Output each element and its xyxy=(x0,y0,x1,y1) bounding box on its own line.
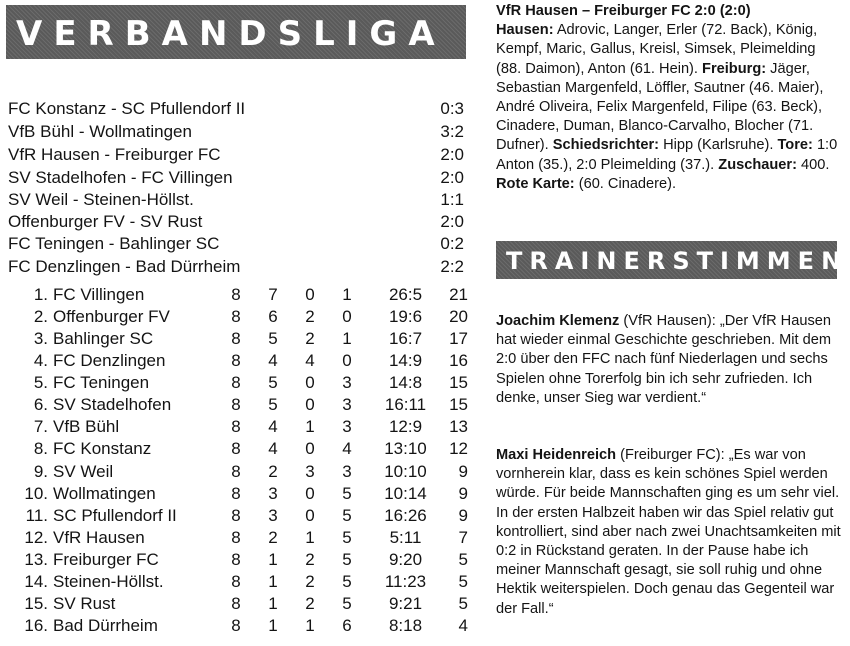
referee-label: Schiedsrichter: xyxy=(552,137,660,154)
standings-rank: 14. xyxy=(24,572,48,591)
standings-rank: 10. xyxy=(24,484,48,503)
trainer-quotes-title: TRAINERSTIMMEN xyxy=(506,247,849,275)
result-row xyxy=(8,189,468,211)
standings-rank: 12. xyxy=(24,528,48,547)
standings-won: 1 xyxy=(268,572,278,591)
standings-lost: 1 xyxy=(342,285,352,304)
standings-row xyxy=(8,438,468,460)
standings-won: 1 xyxy=(268,550,278,569)
result-row xyxy=(8,256,468,278)
standings-drawn: 3 xyxy=(305,462,315,481)
standings-lost: 3 xyxy=(342,395,352,414)
result-row xyxy=(8,167,468,189)
standings-won: 6 xyxy=(268,307,278,326)
standings-points: 9 xyxy=(458,484,468,503)
standings-rank: 16. xyxy=(24,616,48,635)
standings-rank: 15. xyxy=(24,594,48,613)
standings-points: 20 xyxy=(449,307,468,326)
standings-goals: 16:7 xyxy=(388,329,423,348)
freiburg-label: Freiburg: xyxy=(702,60,767,77)
standings-played: 8 xyxy=(231,550,241,569)
standings-row xyxy=(8,505,468,527)
quote-speaker: Maxi Heidenreich xyxy=(496,447,617,463)
standings-row xyxy=(8,416,468,438)
standings-row xyxy=(8,306,468,328)
standings-played: 8 xyxy=(231,528,241,547)
standings-row xyxy=(8,615,468,637)
result-row xyxy=(8,98,468,120)
standings-won: 4 xyxy=(268,439,278,458)
standings-rank: 7. xyxy=(33,417,48,436)
standings-goals: 5:11 xyxy=(389,528,422,547)
hausen-lineup: Adrovic, Langer, Erler (72. Back), König, Kempf, Maric, Gallus, Kreisl, Simsek, Pleimelding (88. Daimon), Anton (61. Hein). xyxy=(496,22,818,77)
standings-points: 12 xyxy=(449,439,468,458)
standings-goals: 14:8 xyxy=(388,373,423,392)
standings-drawn: 1 xyxy=(305,528,315,547)
standings-points: 15 xyxy=(449,395,468,414)
standings-points: 5 xyxy=(458,594,468,613)
result-match: FC Teningen - Bahlinger SC xyxy=(8,234,220,253)
standings-lost: 4 xyxy=(342,439,352,458)
standings-lost: 5 xyxy=(342,506,352,525)
standings-lost: 1 xyxy=(342,329,352,348)
referee: Hipp (Karlsruhe). xyxy=(663,137,774,154)
standings-row xyxy=(8,593,468,615)
standings-team: FC Konstanz xyxy=(53,439,152,458)
hausen-label: Hausen: xyxy=(496,22,554,39)
standings-goals: 19:6 xyxy=(388,307,423,326)
standings-drawn: 1 xyxy=(305,616,315,635)
standings-rank: 5. xyxy=(33,373,48,392)
standings-drawn: 0 xyxy=(305,439,315,458)
standings-played: 8 xyxy=(231,462,241,481)
standings-goals: 16:11 xyxy=(384,395,427,414)
result-score: 0:3 xyxy=(440,99,464,118)
standings-team: Bad Dürrheim xyxy=(53,616,158,635)
result-score: 2:0 xyxy=(440,212,464,231)
standings-won: 4 xyxy=(268,351,278,370)
standings-won: 5 xyxy=(268,395,278,414)
standings-row xyxy=(8,350,468,372)
standings-lost: 0 xyxy=(342,307,352,326)
standings-drawn: 2 xyxy=(305,594,315,613)
standings-drawn: 0 xyxy=(305,484,315,503)
standings-won: 3 xyxy=(268,484,278,503)
result-match: SV Stadelhofen - FC Villingen xyxy=(8,168,233,187)
standings-rank: 2. xyxy=(33,307,48,326)
result-row xyxy=(8,121,468,143)
standings-row xyxy=(8,527,468,549)
standings-team: FC Teningen xyxy=(53,373,150,392)
standings-played: 8 xyxy=(231,351,241,370)
standings-team: Bahlinger SC xyxy=(53,329,154,348)
standings-lost: 5 xyxy=(342,484,352,503)
standings-drawn: 2 xyxy=(305,550,315,569)
standings-played: 8 xyxy=(231,506,241,525)
standings-team: Freiburger FC xyxy=(53,550,159,569)
standings-drawn: 0 xyxy=(305,395,315,414)
standings-drawn: 0 xyxy=(305,506,315,525)
standings-row xyxy=(8,394,468,416)
standings-row xyxy=(8,461,468,483)
standings-played: 8 xyxy=(231,594,241,613)
result-score: 3:2 xyxy=(440,122,464,141)
standings-goals: 9:21 xyxy=(388,594,423,613)
standings-rank: 4. xyxy=(33,351,48,370)
standings-won: 7 xyxy=(268,285,278,304)
result-row xyxy=(8,211,468,233)
standings-lost: 5 xyxy=(342,594,352,613)
standings-goals: 11:23 xyxy=(384,572,427,591)
result-match: VfB Bühl - Wollmatingen xyxy=(8,122,192,141)
standings-points: 13 xyxy=(449,417,468,436)
result-score: 0:2 xyxy=(440,234,464,253)
standings-drawn: 4 xyxy=(305,351,315,370)
standings-rank: 1. xyxy=(33,285,48,304)
standings-row xyxy=(8,284,468,306)
quote-club: (VfR Hausen): xyxy=(623,313,716,329)
quote-speaker: Joachim Klemenz xyxy=(496,313,620,329)
standings-rank: 8. xyxy=(33,439,48,458)
standings-team: Offenburger FV xyxy=(53,307,170,326)
standings-lost: 5 xyxy=(342,528,352,547)
quote-club: (Freiburger FC): xyxy=(620,447,725,463)
standings-won: 5 xyxy=(268,373,278,392)
standings-goals: 8:18 xyxy=(388,616,423,635)
standings-team: Steinen-Höllst. xyxy=(53,572,164,591)
standings-goals: 16:26 xyxy=(384,506,427,525)
standings-played: 8 xyxy=(231,572,241,591)
standings-drawn: 2 xyxy=(305,572,315,591)
standings-points: 7 xyxy=(458,528,468,547)
standings-lost: 0 xyxy=(342,351,352,370)
result-match: FC Konstanz - SC Pfullendorf II xyxy=(8,99,246,118)
standings-team: VfB Bühl xyxy=(53,417,120,436)
red-card: (60. Cinadere). xyxy=(578,175,677,192)
result-match: VfR Hausen - Freiburger FC xyxy=(8,145,221,164)
standings-team: Wollmatingen xyxy=(53,484,156,503)
result-score: 2:0 xyxy=(440,168,464,187)
standings-lost: 6 xyxy=(342,616,352,635)
match-report xyxy=(496,2,841,228)
standings-row xyxy=(8,328,468,350)
standings-played: 8 xyxy=(231,307,241,326)
standings-drawn: 0 xyxy=(305,285,315,304)
standings-team: SV Rust xyxy=(53,594,116,613)
result-score: 1:1 xyxy=(440,190,464,209)
trainer-quote xyxy=(496,446,841,619)
standings-won: 1 xyxy=(268,594,278,613)
standings-goals: 10:14 xyxy=(384,484,427,503)
standings-rank: 11. xyxy=(25,506,48,525)
standings-team: FC Denzlingen xyxy=(53,351,166,370)
goals-label: Tore: xyxy=(777,137,813,154)
goals: 1:0 Anton (35.), 2:0 Pleimelding (37.). xyxy=(496,137,838,173)
standings-lost: 3 xyxy=(342,417,352,436)
standings-played: 8 xyxy=(231,373,241,392)
standings-won: 2 xyxy=(268,528,278,547)
standings-lost: 3 xyxy=(342,373,352,392)
standings-rank: 6. xyxy=(33,395,48,414)
result-row xyxy=(8,233,468,255)
standings-lost: 5 xyxy=(342,572,352,591)
standings-row xyxy=(8,372,468,394)
standings-won: 3 xyxy=(268,506,278,525)
standings-rank: 9. xyxy=(33,462,48,481)
standings-played: 8 xyxy=(231,439,241,458)
standings-row xyxy=(8,483,468,505)
result-row xyxy=(8,144,468,166)
standings-played: 8 xyxy=(231,285,241,304)
standings-points: 21 xyxy=(449,285,468,304)
standings-rank: 13. xyxy=(24,550,48,569)
standings-row xyxy=(8,571,468,593)
standings-played: 8 xyxy=(231,616,241,635)
trainer-quote xyxy=(496,312,841,408)
quote-text: „Es war von vornherein klar, dass es kein schönes Spiel werden würde. Für beide Mannschaften ging es um sehr viel. In der ersten Halbzeit haben wir das Spiel relativ gut kontrolliert, sind aber nach zwei Unachtsamkeiten mit 0:2 in Rückstand geraten. In der Pause habe ich meiner Mannschaft gesagt, sie soll ruhig und ohne Hektik weiterspielen. Doch genau das Gegenteil war der Fall.“ xyxy=(496,447,841,617)
quote-text: „Der VfR Hausen hat wieder einmal Geschichte geschrieben. Mit dem 2:0 über den FFC nach fünf Niederlagen und sechs Spielen ohne Torerfolg bin ich sehr zufrieden. Ich denke, unser Sieg war verdient.“ xyxy=(496,313,832,406)
standings-goals: 10:10 xyxy=(384,462,427,481)
standings-goals: 26:5 xyxy=(388,285,423,304)
standings-team: SV Weil xyxy=(53,462,114,481)
league-title: VERBANDSLIGA xyxy=(16,14,446,54)
standings-drawn: 1 xyxy=(305,417,315,436)
trainer-quotes-banner xyxy=(496,241,849,279)
standings-played: 8 xyxy=(231,395,241,414)
standings-won: 1 xyxy=(268,616,278,635)
standings-played: 8 xyxy=(231,484,241,503)
standings-goals: 13:10 xyxy=(384,439,427,458)
standings-points: 16 xyxy=(449,351,468,370)
league-title-banner xyxy=(6,5,466,59)
standings-goals: 12:9 xyxy=(388,417,423,436)
standings-points: 15 xyxy=(449,373,468,392)
result-match: FC Denzlingen - Bad Dürrheim xyxy=(8,257,241,276)
standings-points: 17 xyxy=(449,329,468,348)
standings-lost: 3 xyxy=(342,462,352,481)
result-score: 2:2 xyxy=(440,257,464,276)
standings-points: 9 xyxy=(458,462,468,481)
standings-points: 5 xyxy=(458,550,468,569)
standings-team: VfR Hausen xyxy=(53,528,145,547)
match-report-text xyxy=(496,2,841,228)
standings-lost: 5 xyxy=(342,550,352,569)
attendance-label: Zuschauer: xyxy=(718,156,797,173)
result-match: Offenburger FV - SV Rust xyxy=(8,212,203,231)
standings-played: 8 xyxy=(231,329,241,348)
standings-team: FC Villingen xyxy=(53,285,145,304)
standings-won: 2 xyxy=(268,462,278,481)
freiburg-lineup: Jäger, Sebastian Margenfeld, Löffler, Sautner (46. Maier), André Oliveira, Felix Margenfeld, Filipe (63. Beck), Cinadere, Duman, Blanco-Carvalho, Blocher (71. Dufner). xyxy=(496,60,824,154)
result-match: SV Weil - Steinen-Höllst. xyxy=(8,190,194,209)
standings-played: 8 xyxy=(231,417,241,436)
standings-rank: 3. xyxy=(33,329,48,348)
standings-drawn: 2 xyxy=(305,329,315,348)
standings-team: SC Pfullendorf II xyxy=(53,506,177,525)
standings-points: 9 xyxy=(458,506,468,525)
standings-row xyxy=(8,549,468,571)
standings-points: 4 xyxy=(458,616,468,635)
standings-won: 4 xyxy=(268,417,278,436)
match-headline: VfR Hausen – Freiburger FC 2:0 (2:0) xyxy=(496,3,751,19)
standings-goals: 14:9 xyxy=(388,351,423,370)
standings-won: 5 xyxy=(268,329,278,348)
standings-team: SV Stadelhofen xyxy=(53,395,172,414)
standings-goals: 9:20 xyxy=(388,550,423,569)
standings-drawn: 2 xyxy=(305,307,315,326)
red-card-label: Rote Karte: xyxy=(496,175,575,192)
attendance: 400. xyxy=(801,156,830,173)
result-score: 2:0 xyxy=(440,145,464,164)
standings-points: 5 xyxy=(458,572,468,591)
standings-drawn: 0 xyxy=(305,373,315,392)
